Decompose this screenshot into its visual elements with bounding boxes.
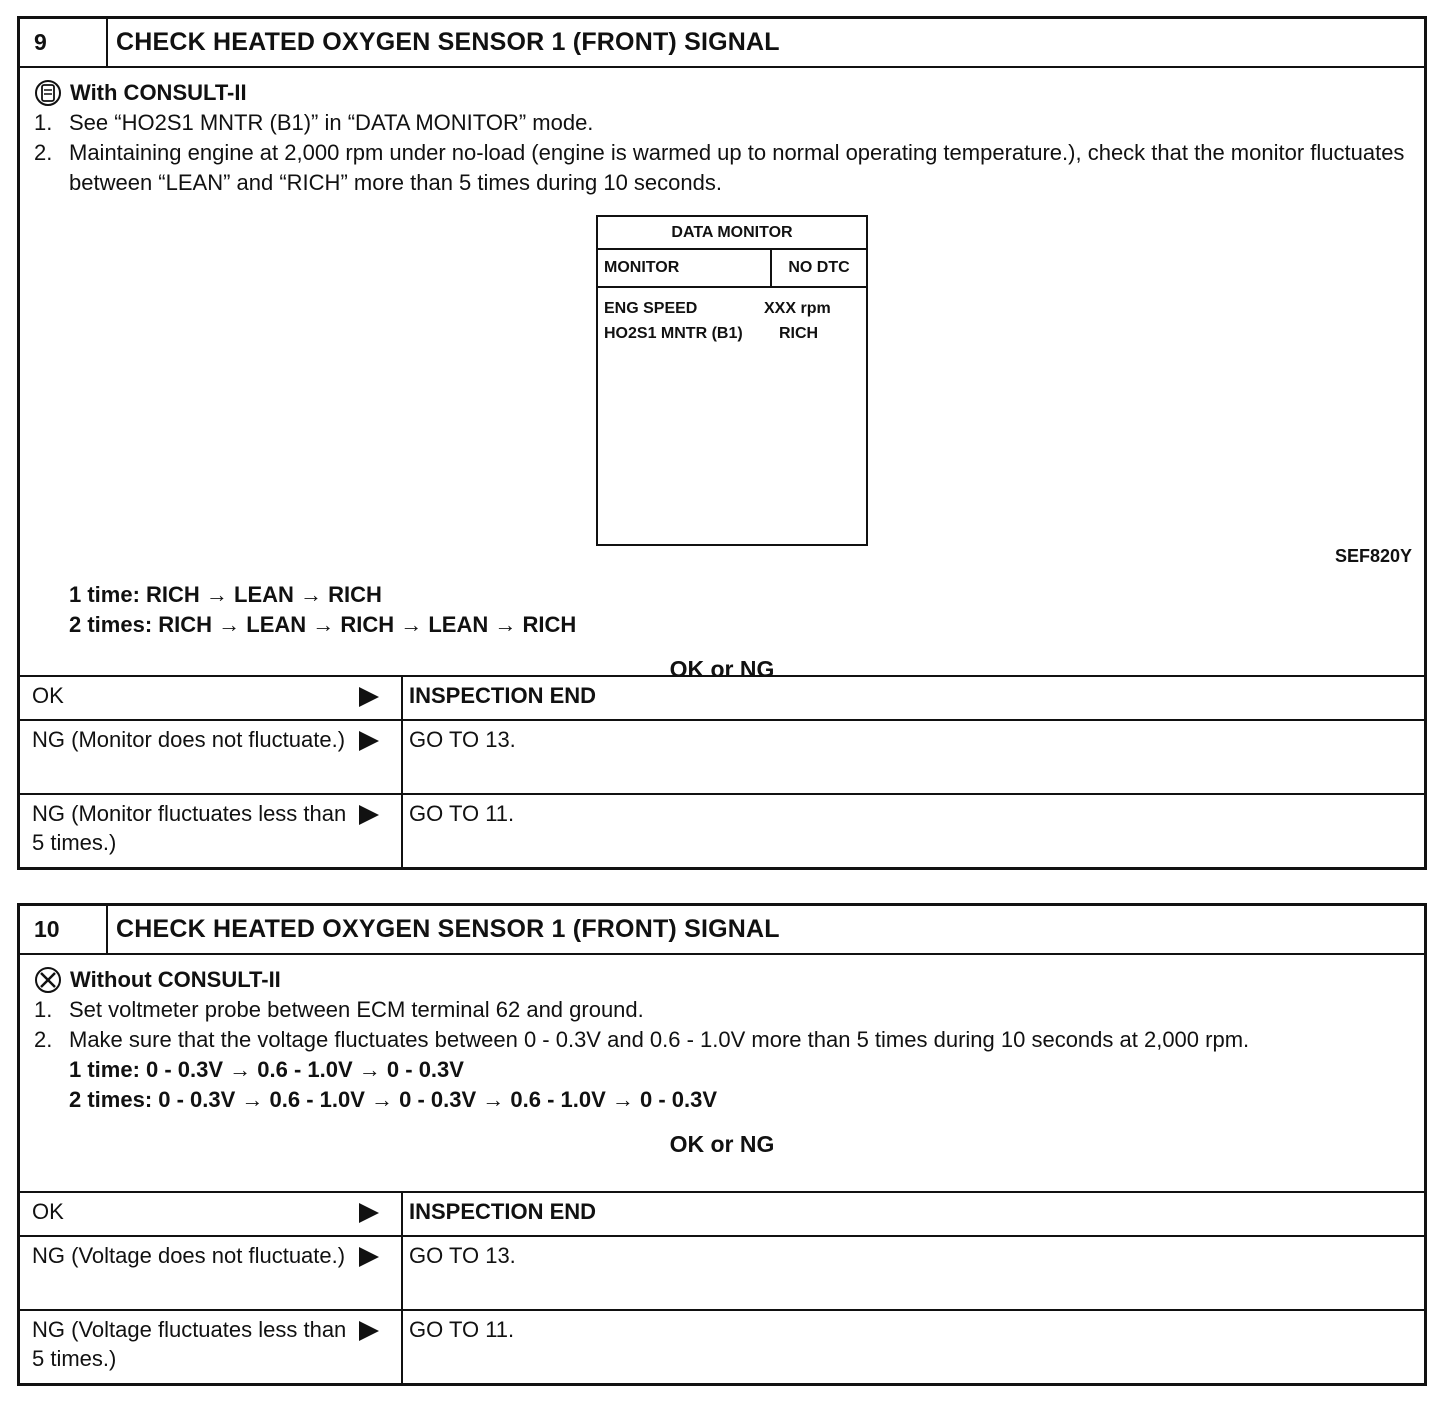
results-table: [20, 675, 1424, 867]
data-monitor-figure: [596, 215, 868, 546]
sequence-one-time: 1 time: 0 - 0.3V → 0.6 - 1.0V → 0 - 0.3V: [69, 1057, 464, 1082]
result-condition-cell: [20, 1193, 403, 1235]
result-action: GO TO 13.: [409, 1243, 516, 1268]
table-row: [20, 719, 1424, 793]
item-text: Maintaining engine at 2,000 rpm under no-load (engine is warmed up to normal operating temperature.), check that the monitor fluctuates between “LEAN” and “RICH” more than 5 times during 10 seconds.: [69, 140, 1405, 195]
step-9-panel: [17, 16, 1427, 870]
data-monitor-header: DATA MONITOR: [598, 217, 866, 250]
monitor-line: [604, 321, 860, 346]
table-row: [20, 1235, 1424, 1309]
monitor-item-value: XXX rpm: [764, 300, 831, 317]
mode-label: With CONSULT-II: [70, 80, 247, 105]
right-triangle-icon: [349, 1315, 389, 1379]
instruction-list: [34, 108, 1410, 198]
monitor-item-value: RICH: [779, 325, 819, 342]
result-condition-cell: [20, 677, 403, 719]
monitor-item-label: ENG SPEED: [604, 300, 698, 317]
right-triangle-icon: [349, 799, 389, 863]
step-header: [20, 906, 1424, 955]
list-item: [34, 108, 1410, 138]
figure-code: SEF820Y: [1334, 546, 1412, 566]
monitor-item-label: HO2S1 MNTR (B1): [604, 325, 743, 342]
sequence-one-time: 1 time: RICH → LEAN → RICH: [69, 582, 382, 607]
step-number: 9: [20, 19, 108, 66]
table-row: [20, 1309, 1424, 1383]
mode-line: [34, 78, 1410, 108]
list-item: [34, 995, 1410, 1025]
monitor-line: [604, 296, 860, 321]
step-body: [20, 955, 1424, 1159]
result-condition-cell: [20, 1311, 403, 1383]
item-text: Set voltmeter probe between ECM terminal 62 and ground.: [69, 997, 644, 1022]
data-monitor-columns: [598, 250, 866, 288]
result-condition: NG (Voltage fluctuates less than 5 times.): [32, 1317, 347, 1371]
sequence-two-times: 2 times: RICH → LEAN → RICH → LEAN → RICH: [69, 612, 577, 637]
result-action: INSPECTION END: [409, 1199, 597, 1224]
result-condition-cell: [20, 795, 403, 867]
result-condition-cell: [20, 721, 403, 793]
dtc-status: NO DTC: [788, 259, 850, 276]
step-title: CHECK HEATED OXYGEN SENSOR 1 (FRONT) SIGNAL: [116, 28, 780, 56]
instruction-list: [34, 995, 1410, 1055]
result-action: GO TO 11.: [409, 1317, 515, 1342]
step-body: [20, 68, 1424, 684]
table-row: [20, 677, 1424, 719]
result-condition: NG (Monitor fluctuates less than 5 times.): [32, 801, 347, 855]
step-title: CHECK HEATED OXYGEN SENSOR 1 (FRONT) SIGNAL: [116, 915, 780, 943]
no-consult-icon: [34, 966, 62, 994]
consult-icon: [34, 79, 62, 107]
ok-or-ng-label: OK or NG: [669, 656, 775, 682]
step-header: [20, 19, 1424, 68]
result-action: INSPECTION END: [409, 683, 597, 708]
result-condition: OK: [32, 683, 64, 708]
item-number: 1.: [34, 997, 53, 1022]
item-text: See “HO2S1 MNTR (B1)” in “DATA MONITOR” mode.: [69, 110, 594, 135]
item-number: 1.: [34, 110, 53, 135]
list-item: [34, 138, 1410, 198]
right-triangle-icon: [349, 725, 389, 789]
ok-or-ng-label: OK or NG: [669, 1131, 775, 1157]
result-condition: NG (Voltage does not fluctuate.): [32, 1243, 346, 1268]
item-number: 2.: [34, 1027, 53, 1052]
result-condition-cell: [20, 1237, 403, 1309]
result-condition: OK: [32, 1199, 64, 1224]
item-number: 2.: [34, 140, 53, 165]
mode-line: [34, 965, 1410, 995]
right-triangle-icon: [349, 1197, 389, 1231]
mode-label: Without CONSULT-II: [70, 967, 281, 992]
step-number: 10: [20, 906, 108, 953]
result-action: GO TO 11.: [409, 801, 515, 826]
list-item: [34, 1025, 1410, 1055]
step-10-panel: [17, 903, 1427, 1386]
item-text: Make sure that the voltage fluctuates between 0 - 0.3V and 0.6 - 1.0V more than 5 times during 10 seconds at 2,000 rpm.: [69, 1027, 1250, 1052]
data-monitor-values: [598, 288, 866, 354]
table-row: [20, 1193, 1424, 1235]
right-triangle-icon: [349, 681, 389, 715]
results-table: [20, 1191, 1424, 1383]
monitor-column-label: MONITOR: [598, 250, 772, 286]
right-triangle-icon: [349, 1241, 389, 1305]
result-action: GO TO 13.: [409, 727, 516, 752]
sequence-two-times: 2 times: 0 - 0.3V → 0.6 - 1.0V → 0 - 0.3V → 0.6 - 1.0V → 0 - 0.3V: [69, 1087, 718, 1112]
result-condition: NG (Monitor does not fluctuate.): [32, 727, 346, 752]
table-row: [20, 793, 1424, 867]
